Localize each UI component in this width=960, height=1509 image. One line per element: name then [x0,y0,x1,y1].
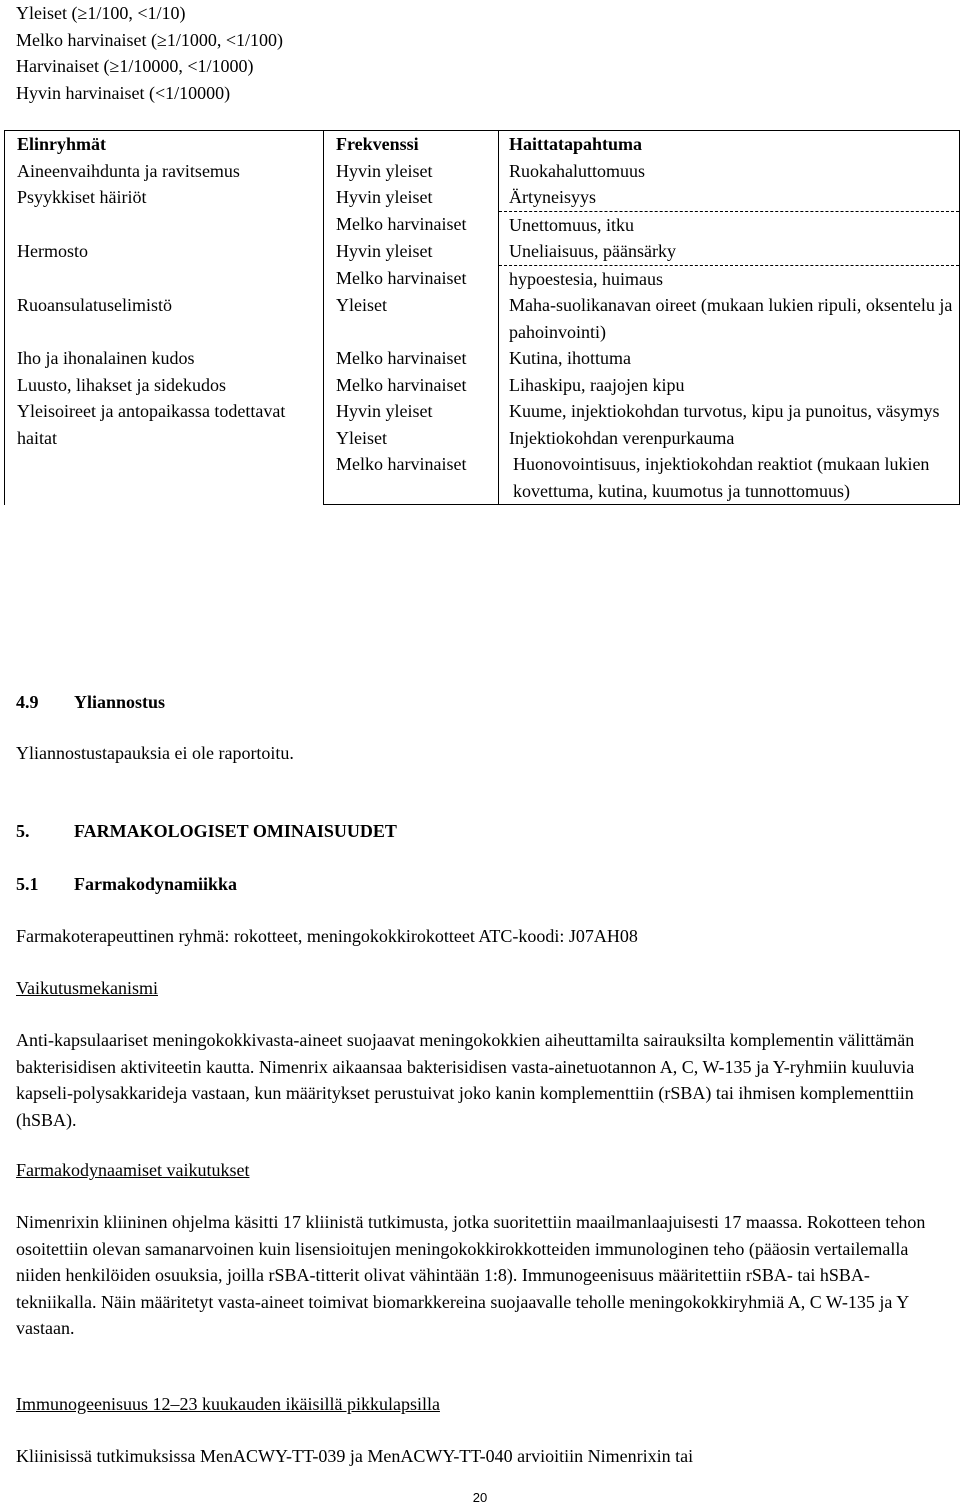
section-heading-4-9 [16,689,165,716]
header-frequency: Frekvenssi [324,131,499,158]
adverse-events-table [4,130,960,505]
table-row [5,158,960,185]
frequency-legend-item: Hyvin harvinaiset (<1/10000) [16,82,231,103]
section-title: FARMAKOLOGISET OMINAISUUDET [74,821,397,841]
cell-event: Ärtyneisyys [499,184,960,211]
table-row [5,238,960,265]
section-number: 5.1 [16,874,39,894]
overdose-text: Yliannostustapauksia ei ole raportoitu. [16,743,294,763]
cell-frequency: Melko harvinaiset [324,372,499,399]
frequency-legend [16,0,283,106]
cell-organ: Ruoansulatuselimistö [5,292,324,345]
table-row [5,372,960,399]
atc-text: Farmakoterapeuttinen ryhmä: rokotteet, meningokokkirokotteet ATC-koodi: J07AH08 [16,926,638,946]
table-header-row [5,131,960,158]
header-adverse-event: Haittatapahtuma [499,131,960,158]
final-text: Kliinisissä tutkimuksissa MenACWY-TT-039 ja MenACWY-TT-040 arvioitiin Nimenrixin tai [16,1446,694,1466]
cell-event: Kutina, ihottuma [499,345,960,372]
cell-frequency: Yleiset [324,292,499,345]
cell-event: Kuume, injektiokohdan turvotus, kipu ja punoitus, väsymys [499,398,960,425]
section-number: 5. [16,821,30,841]
cell-event: Maha-suolikanavan oireet (mukaan lukien ripuli, oksentelu ja pahoinvointi) [499,292,960,345]
cell-event: Ruokahaluttomuus [499,158,960,185]
cell-organ: Aineenvaihdunta ja ravitsemus [5,158,324,185]
cell-frequency: Melko harvinaiset [324,265,499,292]
table-row [5,398,960,425]
cell-organ: Luusto, lihakset ja sidekudos [5,372,324,399]
cell-organ: Psyykkiset häiriöt [5,184,324,211]
effects-heading-text: Farmakodynaamiset vaikutukset [16,1160,250,1180]
section-heading-5 [16,818,397,845]
frequency-legend-item: Yleiset (≥1/100, <1/10) [16,3,186,23]
effects-heading [16,1157,936,1184]
cell-organ [5,265,324,292]
mechanism-heading [16,975,936,1002]
table-row [5,211,960,238]
section-title: Farmakodynamiikka [74,874,238,894]
effects-text: Nimenrixin kliininen ohjelma käsitti 17 kliinistä tutkimusta, jotka suoritettiin maailmanlaajuisesti 17 maassa. Rokotteen tehon osoitettiin olevan samanarvoinen kuin lisensioitujen meningokokkirokkotteiden immunologinen teho (pääosin vertailemalla niiden henkilöiden osuuksia, joilla rSBA-titterit olivat vähintään 1:8). Immunogeenisuus määritettiin rSBA- tai hSBA-tekniikalla. Näin määritetyt vasta-aineet toimivat biomarkkereina suojaavalle teholle meningokokkiryhmiä A, C W-135 ja Y vastaan. [16,1212,926,1338]
cell-frequency: Melko harvinaiset [324,451,499,505]
page-number: 20 [472,1490,488,1505]
section-number: 4.9 [16,692,39,712]
cell-frequency: Hyvin yleiset [324,398,499,425]
table-row [5,292,960,345]
cell-frequency: Hyvin yleiset [324,184,499,211]
mechanism-heading-text: Vaikutusmekanismi [16,978,158,998]
cell-event: Uneliaisuus, päänsärky [499,238,960,265]
cell-event: Lihaskipu, raajojen kipu [499,372,960,399]
cell-frequency: Hyvin yleiset [324,238,499,265]
table-row [5,345,960,372]
frequency-legend-item: Melko harvinaiset (≥1/1000, <1/100) [16,29,283,50]
cell-event: Huonovointisuus, injektiokohdan reaktiot (mukaan lukien kovettuma, kutina, kuumotus ja tunnottomuus) [499,451,960,505]
section-heading-5-1 [16,871,237,898]
frequency-legend-item: Harvinaiset (≥1/10000, <1/1000) [16,56,254,76]
cell-organ: Iho ja ihonalainen kudos [5,345,324,372]
table-row [5,184,960,211]
header-organ-class: Elinryhmät [5,131,324,158]
cell-frequency: Hyvin yleiset [324,158,499,185]
immuno-heading [16,1391,936,1418]
cell-frequency: Melko harvinaiset [324,211,499,238]
cell-frequency: Melko harvinaiset [324,345,499,372]
section-title: Yliannostus [74,692,166,712]
cell-event: Unettomuus, itku [499,211,960,238]
cell-event: hypoestesia, huimaus [499,265,960,292]
table-row [5,265,960,292]
mechanism-text: Anti-kapsulaariset meningokokkivasta-aineet suojaavat meningokokkien aiheuttamilta sairauksilta komplementin välittämän bakterisidisen aktiviteetin kautta. Nimenrix aikaansaa bakterisidisen vasta-ainetuotannon A, C, W-135 ja Y-ryhmiin kuuluvia kapseli-polysakkarideja vastaan, kun määritykset perustuivat joko kanin komplementtiin (rSBA) tai ihmisen komplementtiin (hSBA). [16,1030,915,1130]
cell-organ: Yleisoireet ja antopaikassa todettavat haitat [5,398,324,505]
cell-frequency: Yleiset [324,425,499,452]
immuno-heading-text: Immunogeenisuus 12–23 kuukauden ikäisillä pikkulapsilla [16,1394,440,1414]
cell-organ [5,211,324,238]
cell-event: Injektiokohdan verenpurkauma [499,425,960,452]
cell-organ: Hermosto [5,238,324,265]
